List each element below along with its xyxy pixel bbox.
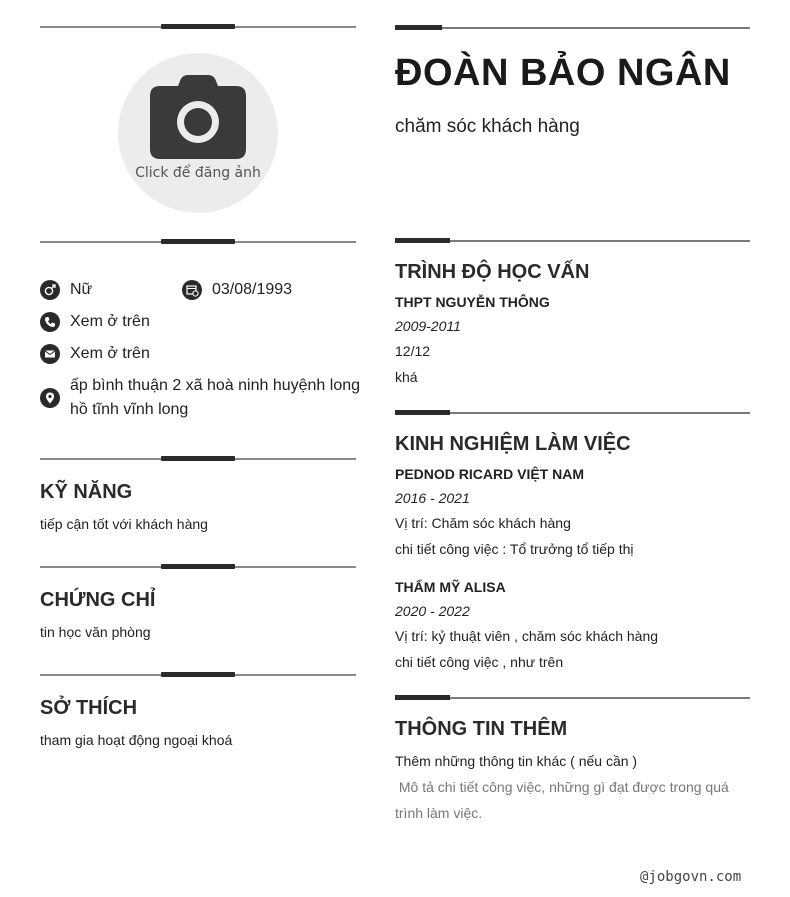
skills-text: tiếp cận tốt với khách hàng: [40, 516, 208, 532]
avatar-upload[interactable]: [118, 53, 278, 213]
job-title: chăm sóc khách hàng: [395, 116, 580, 137]
birthdate-value: 03/08/1993: [212, 281, 293, 298]
hobbies-title: SỞ THÍCH: [40, 697, 138, 719]
gender-icon: [40, 280, 60, 300]
certificates-title: CHỨNG CHỈ: [40, 589, 156, 611]
job-1-company: PEDNOD RICARD VIỆT NAM: [395, 466, 585, 482]
divider-left-5: [40, 673, 356, 676]
phone-value: Xem ở trên: [70, 313, 150, 330]
divider-top-right: [395, 26, 750, 29]
divider-left-3: [40, 457, 356, 460]
avatar-caption: Click để đăng ảnh: [135, 165, 261, 181]
address-line-2: hồ tĩnh vĩnh long: [70, 401, 189, 418]
candidate-name: ĐOÀN BẢO NGÂN: [395, 52, 731, 94]
more-info-line-3: trình làm việc.: [395, 805, 483, 821]
education-period: 2009-2011: [395, 318, 461, 334]
more-info-line-2: Mô tả chi tiết công việc, những gì đạt được trong quá: [395, 779, 729, 795]
gender-value: Nữ: [70, 281, 93, 298]
education-grade: 12/12: [395, 343, 431, 359]
divider-right-2: [395, 239, 750, 242]
experience-title: KINH NGHIỆM LÀM VIỆC: [395, 433, 631, 455]
job-1-period: 2016 - 2021: [395, 490, 470, 506]
job-1-position: Vị trí: Chăm sóc khách hàng: [395, 515, 571, 531]
certificates-text: tin học văn phòng: [40, 624, 151, 640]
more-info-title: THÔNG TIN THÊM: [395, 718, 568, 740]
camera-icon: [150, 75, 246, 161]
divider-right-3: [395, 411, 750, 414]
divider-top-left: [40, 25, 356, 28]
education-rank: khá: [395, 369, 418, 385]
calendar-icon: [182, 280, 202, 300]
education-school: THPT NGUYỄN THÔNG: [395, 294, 550, 310]
phone-icon: [40, 312, 60, 332]
education-title: TRÌNH ĐỘ HỌC VẤN: [395, 261, 590, 283]
job-2-position: Vị trí: kỷ thuật viên , chăm sóc khách hàng: [395, 628, 659, 644]
job-2-period: 2020 - 2022: [395, 603, 470, 619]
email-icon: [40, 344, 60, 364]
hobbies-text: tham gia hoạt động ngoại khoá: [40, 732, 233, 748]
email-value: Xem ở trên: [70, 345, 150, 362]
job-2-detail: chi tiết công việc , như trên: [395, 654, 564, 670]
watermark-text: @jobgovn.com: [640, 869, 742, 885]
skills-title: KỸ NĂNG: [40, 481, 133, 503]
divider-left-4: [40, 565, 356, 568]
address-line-1: ấp bình thuận 2 xã hoà ninh huyệnh long: [70, 377, 361, 394]
job-2-company: THẨM MỸ ALISA: [395, 579, 506, 595]
more-info-line-1: Thêm những thông tin khác ( nếu cần ): [395, 753, 638, 769]
divider-right-4: [395, 696, 750, 699]
location-icon: [40, 388, 60, 408]
divider-left-2: [40, 240, 356, 243]
job-1-detail: chi tiết công việc : Tổ trưởng tổ tiếp thị: [395, 541, 634, 557]
